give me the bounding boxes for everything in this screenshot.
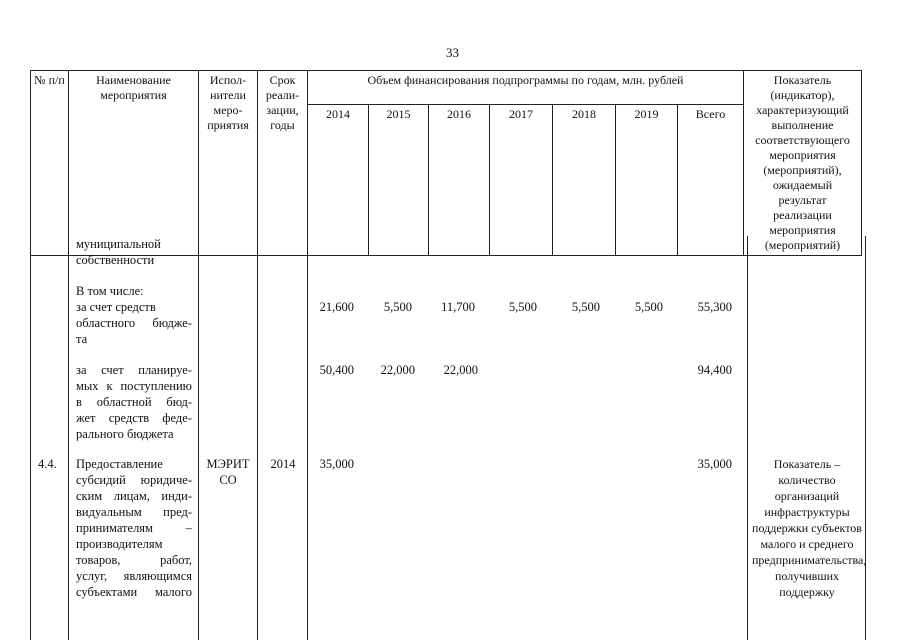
- header-year-2014: 2014: [308, 104, 369, 255]
- column-divider: [257, 236, 258, 640]
- header-year-2018: 2018: [553, 104, 616, 255]
- header-year-2019: 2019: [616, 104, 678, 255]
- item-description: Предоставление субсидий юридиче- ским лицам, инди- видуальным пред- принимателям – производителям товаров, работ, услуг, являющимся субъектами малого: [76, 457, 192, 599]
- regional-2017: 5,500: [508, 300, 537, 314]
- item-term: 2014: [270, 457, 296, 471]
- regional-2016: 11,700: [441, 300, 475, 314]
- table-header: [30, 70, 862, 256]
- column-divider: [865, 236, 866, 640]
- regional-2015: 5,500: [383, 300, 412, 314]
- header-year-2016: 2016: [429, 104, 490, 255]
- federal-budget-label: за счет планируе- мых к поступлению в областной бюд- жет средств феде- рального бюджета: [76, 363, 192, 441]
- item-executor: МЭРИТ СО: [206, 457, 250, 487]
- item-total: 35,000: [697, 457, 732, 471]
- regional-budget-label: за счет средств областного бюдже- та: [76, 300, 192, 346]
- regional-2014: 21,600: [319, 300, 354, 314]
- header-year-2015: 2015: [369, 104, 429, 255]
- federal-2014: 50,400: [319, 363, 354, 377]
- regional-total: 55,300: [697, 300, 732, 314]
- regional-2018: 5,500: [571, 300, 600, 314]
- page-number: 33: [446, 45, 459, 60]
- column-divider: [307, 236, 308, 640]
- column-divider: [198, 236, 199, 640]
- federal-2015: 22,000: [380, 363, 415, 377]
- including-label: В том числе:: [76, 284, 144, 298]
- header-year-2017: 2017: [490, 104, 553, 255]
- item-number: 4.4.: [38, 457, 57, 471]
- federal-total: 94,400: [697, 363, 732, 377]
- header-number: № п/п: [31, 71, 69, 256]
- header-total: Всего: [678, 104, 744, 255]
- regional-2019: 5,500: [634, 300, 663, 314]
- header-finance: Объем финансирования подпрограммы по годам, млн. рублей: [308, 71, 744, 105]
- item-indicator: Показатель – количество организаций инфраструктуры поддержки субъектов малого и среднего предпринимательства, получивших поддержку: [752, 457, 867, 599]
- item-2014: 35,000: [319, 457, 354, 471]
- federal-2016: 22,000: [443, 363, 478, 377]
- header-indicator: Показатель (индикатор), характеризующий выполнение соответствующего мероприятия (мероприятий), ожидаемый результат реализации мероприятия (мероприятий): [744, 71, 862, 256]
- header-name: Наименование мероприятия: [69, 71, 199, 256]
- column-divider: [747, 236, 748, 640]
- column-divider: [30, 236, 31, 640]
- column-divider: [68, 236, 69, 640]
- header-executor: Испол-нители меро-приятия: [199, 71, 258, 256]
- header-term: Срок реали-зации, годы: [258, 71, 308, 256]
- continued-text: муниципальной собственности: [76, 237, 161, 267]
